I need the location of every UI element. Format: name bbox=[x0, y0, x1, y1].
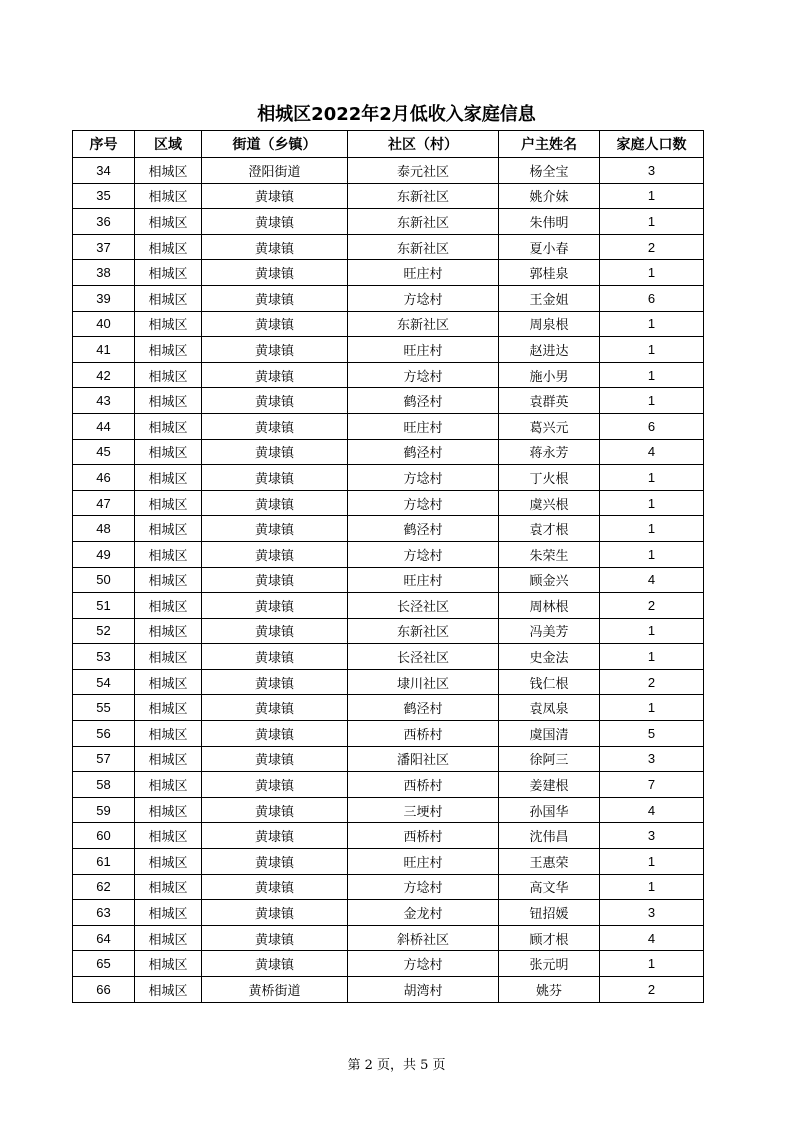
cell-region: 相城区 bbox=[135, 362, 202, 388]
cell-region: 相城区 bbox=[135, 951, 202, 977]
cell-household-size: 1 bbox=[600, 209, 704, 235]
cell-community: 方埝村 bbox=[348, 362, 499, 388]
cell-community: 东新社区 bbox=[348, 311, 499, 337]
table-row bbox=[73, 490, 704, 516]
table-row bbox=[73, 260, 704, 286]
cell-community: 东新社区 bbox=[348, 234, 499, 260]
cell-index: 45 bbox=[73, 439, 135, 465]
cell-community: 长泾社区 bbox=[348, 593, 499, 619]
cell-region: 相城区 bbox=[135, 823, 202, 849]
cell-street: 黄埭镇 bbox=[202, 567, 348, 593]
cell-community: 东新社区 bbox=[348, 209, 499, 235]
cell-index: 56 bbox=[73, 721, 135, 747]
table-row bbox=[73, 951, 704, 977]
table-row bbox=[73, 644, 704, 670]
cell-street: 澄阳街道 bbox=[202, 158, 348, 184]
cell-householder: 周林根 bbox=[499, 593, 600, 619]
table-row bbox=[73, 516, 704, 542]
cell-householder: 沈伟昌 bbox=[499, 823, 600, 849]
cell-community: 金龙村 bbox=[348, 900, 499, 926]
cell-householder: 冯美芳 bbox=[499, 618, 600, 644]
cell-household-size: 4 bbox=[600, 925, 704, 951]
cell-street: 黄埭镇 bbox=[202, 209, 348, 235]
cell-index: 34 bbox=[73, 158, 135, 184]
cell-street: 黄埭镇 bbox=[202, 413, 348, 439]
cell-street: 黄埭镇 bbox=[202, 772, 348, 798]
cell-region: 相城区 bbox=[135, 388, 202, 414]
table-row bbox=[73, 669, 704, 695]
table-row bbox=[73, 593, 704, 619]
cell-street: 黄埭镇 bbox=[202, 516, 348, 542]
cell-householder: 袁凤泉 bbox=[499, 695, 600, 721]
table-row bbox=[73, 234, 704, 260]
cell-household-size: 7 bbox=[600, 772, 704, 798]
cell-street: 黄埭镇 bbox=[202, 900, 348, 926]
cell-region: 相城区 bbox=[135, 285, 202, 311]
cell-householder: 姚芬 bbox=[499, 977, 600, 1003]
cell-region: 相城区 bbox=[135, 158, 202, 184]
cell-index: 51 bbox=[73, 593, 135, 619]
cell-region: 相城区 bbox=[135, 644, 202, 670]
cell-street: 黄桥街道 bbox=[202, 977, 348, 1003]
cell-household-size: 1 bbox=[600, 849, 704, 875]
cell-community: 西桥村 bbox=[348, 772, 499, 798]
table-header-row bbox=[73, 131, 704, 158]
cell-index: 65 bbox=[73, 951, 135, 977]
cell-index: 42 bbox=[73, 362, 135, 388]
cell-region: 相城区 bbox=[135, 900, 202, 926]
cell-householder: 钮招媛 bbox=[499, 900, 600, 926]
cell-household-size: 1 bbox=[600, 490, 704, 516]
cell-street: 黄埭镇 bbox=[202, 541, 348, 567]
cell-householder: 徐阿三 bbox=[499, 746, 600, 772]
cell-index: 49 bbox=[73, 541, 135, 567]
table-row bbox=[73, 209, 704, 235]
cell-household-size: 2 bbox=[600, 977, 704, 1003]
cell-householder: 孙国华 bbox=[499, 797, 600, 823]
cell-community: 方埝村 bbox=[348, 285, 499, 311]
cell-community: 鹤泾村 bbox=[348, 516, 499, 542]
column-header-householder: 户主姓名 bbox=[499, 131, 600, 158]
cell-index: 43 bbox=[73, 388, 135, 414]
cell-index: 54 bbox=[73, 669, 135, 695]
cell-street: 黄埭镇 bbox=[202, 823, 348, 849]
cell-index: 38 bbox=[73, 260, 135, 286]
page-footer: 第 2 页，共 5 页 bbox=[347, 1058, 446, 1073]
cell-community: 方埝村 bbox=[348, 490, 499, 516]
cell-householder: 王惠荣 bbox=[499, 849, 600, 875]
cell-region: 相城区 bbox=[135, 465, 202, 491]
cell-community: 方埝村 bbox=[348, 465, 499, 491]
cell-household-size: 1 bbox=[600, 337, 704, 363]
cell-community: 旺庄村 bbox=[348, 260, 499, 286]
cell-region: 相城区 bbox=[135, 516, 202, 542]
table-row bbox=[73, 439, 704, 465]
cell-household-size: 1 bbox=[600, 362, 704, 388]
cell-street: 黄埭镇 bbox=[202, 951, 348, 977]
cell-index: 57 bbox=[73, 746, 135, 772]
cell-index: 58 bbox=[73, 772, 135, 798]
low-income-table bbox=[72, 130, 704, 1003]
cell-community: 鹤泾村 bbox=[348, 439, 499, 465]
table-row bbox=[73, 541, 704, 567]
cell-householder: 高文华 bbox=[499, 874, 600, 900]
cell-street: 黄埭镇 bbox=[202, 388, 348, 414]
cell-householder: 郭桂泉 bbox=[499, 260, 600, 286]
table-row bbox=[73, 900, 704, 926]
cell-householder: 王金姐 bbox=[499, 285, 600, 311]
cell-household-size: 6 bbox=[600, 413, 704, 439]
cell-region: 相城区 bbox=[135, 234, 202, 260]
table-row bbox=[73, 158, 704, 184]
cell-householder: 顾金兴 bbox=[499, 567, 600, 593]
cell-index: 53 bbox=[73, 644, 135, 670]
cell-region: 相城区 bbox=[135, 311, 202, 337]
cell-street: 黄埭镇 bbox=[202, 797, 348, 823]
cell-household-size: 4 bbox=[600, 567, 704, 593]
cell-region: 相城区 bbox=[135, 439, 202, 465]
cell-community: 西桥村 bbox=[348, 721, 499, 747]
cell-street: 黄埭镇 bbox=[202, 337, 348, 363]
cell-householder: 史金法 bbox=[499, 644, 600, 670]
column-header-street: 街道（乡镇） bbox=[202, 131, 348, 158]
cell-householder: 顾才根 bbox=[499, 925, 600, 951]
table-row bbox=[73, 183, 704, 209]
cell-householder: 朱荣生 bbox=[499, 541, 600, 567]
cell-street: 黄埭镇 bbox=[202, 669, 348, 695]
cell-householder: 钱仁根 bbox=[499, 669, 600, 695]
cell-region: 相城区 bbox=[135, 593, 202, 619]
cell-region: 相城区 bbox=[135, 413, 202, 439]
cell-community: 旺庄村 bbox=[348, 567, 499, 593]
cell-street: 黄埭镇 bbox=[202, 260, 348, 286]
cell-index: 44 bbox=[73, 413, 135, 439]
cell-householder: 袁群英 bbox=[499, 388, 600, 414]
cell-household-size: 3 bbox=[600, 823, 704, 849]
cell-region: 相城区 bbox=[135, 925, 202, 951]
table-row bbox=[73, 772, 704, 798]
cell-householder: 虞兴根 bbox=[499, 490, 600, 516]
cell-index: 50 bbox=[73, 567, 135, 593]
table-row bbox=[73, 465, 704, 491]
cell-index: 63 bbox=[73, 900, 135, 926]
cell-community: 方埝村 bbox=[348, 951, 499, 977]
table-body bbox=[73, 158, 704, 1003]
cell-householder: 虞国清 bbox=[499, 721, 600, 747]
table-row bbox=[73, 388, 704, 414]
cell-street: 黄埭镇 bbox=[202, 618, 348, 644]
cell-region: 相城区 bbox=[135, 977, 202, 1003]
cell-region: 相城区 bbox=[135, 772, 202, 798]
table-row bbox=[73, 413, 704, 439]
cell-street: 黄埭镇 bbox=[202, 490, 348, 516]
cell-community: 埭川社区 bbox=[348, 669, 499, 695]
cell-street: 黄埭镇 bbox=[202, 234, 348, 260]
table-row bbox=[73, 849, 704, 875]
cell-household-size: 3 bbox=[600, 158, 704, 184]
cell-index: 37 bbox=[73, 234, 135, 260]
cell-householder: 赵进达 bbox=[499, 337, 600, 363]
cell-householder: 周泉根 bbox=[499, 311, 600, 337]
cell-community: 胡湾村 bbox=[348, 977, 499, 1003]
cell-community: 鹤泾村 bbox=[348, 388, 499, 414]
cell-index: 47 bbox=[73, 490, 135, 516]
cell-household-size: 1 bbox=[600, 260, 704, 286]
table-row bbox=[73, 874, 704, 900]
cell-household-size: 1 bbox=[600, 388, 704, 414]
column-header-region: 区域 bbox=[135, 131, 202, 158]
cell-household-size: 1 bbox=[600, 183, 704, 209]
cell-index: 62 bbox=[73, 874, 135, 900]
cell-index: 52 bbox=[73, 618, 135, 644]
cell-street: 黄埭镇 bbox=[202, 362, 348, 388]
table-row bbox=[73, 823, 704, 849]
cell-region: 相城区 bbox=[135, 541, 202, 567]
cell-household-size: 1 bbox=[600, 311, 704, 337]
cell-street: 黄埭镇 bbox=[202, 644, 348, 670]
cell-region: 相城区 bbox=[135, 849, 202, 875]
cell-household-size: 1 bbox=[600, 618, 704, 644]
cell-householder: 姜建根 bbox=[499, 772, 600, 798]
cell-household-size: 3 bbox=[600, 746, 704, 772]
cell-index: 60 bbox=[73, 823, 135, 849]
cell-householder: 朱伟明 bbox=[499, 209, 600, 235]
table-row bbox=[73, 337, 704, 363]
cell-street: 黄埭镇 bbox=[202, 311, 348, 337]
cell-region: 相城区 bbox=[135, 567, 202, 593]
cell-street: 黄埭镇 bbox=[202, 721, 348, 747]
cell-index: 35 bbox=[73, 183, 135, 209]
cell-index: 36 bbox=[73, 209, 135, 235]
cell-region: 相城区 bbox=[135, 183, 202, 209]
cell-householder: 姚介妹 bbox=[499, 183, 600, 209]
cell-index: 40 bbox=[73, 311, 135, 337]
cell-community: 旺庄村 bbox=[348, 849, 499, 875]
cell-index: 55 bbox=[73, 695, 135, 721]
column-header-community: 社区（村） bbox=[348, 131, 499, 158]
cell-community: 潘阳社区 bbox=[348, 746, 499, 772]
table-row bbox=[73, 721, 704, 747]
cell-region: 相城区 bbox=[135, 874, 202, 900]
table-row bbox=[73, 567, 704, 593]
cell-householder: 葛兴元 bbox=[499, 413, 600, 439]
cell-street: 黄埭镇 bbox=[202, 465, 348, 491]
table-row bbox=[73, 362, 704, 388]
cell-community: 三埂村 bbox=[348, 797, 499, 823]
cell-street: 黄埭镇 bbox=[202, 285, 348, 311]
cell-household-size: 4 bbox=[600, 797, 704, 823]
column-header-index: 序号 bbox=[73, 131, 135, 158]
cell-index: 39 bbox=[73, 285, 135, 311]
cell-community: 旺庄村 bbox=[348, 337, 499, 363]
table-row bbox=[73, 618, 704, 644]
cell-community: 旺庄村 bbox=[348, 413, 499, 439]
cell-index: 64 bbox=[73, 925, 135, 951]
cell-community: 东新社区 bbox=[348, 618, 499, 644]
cell-community: 斜桥社区 bbox=[348, 925, 499, 951]
page-title: 相城区2022年2月低收入家庭信息 bbox=[257, 104, 536, 125]
cell-householder: 杨全宝 bbox=[499, 158, 600, 184]
cell-householder: 蒋永芳 bbox=[499, 439, 600, 465]
table-row bbox=[73, 746, 704, 772]
cell-household-size: 1 bbox=[600, 465, 704, 491]
cell-street: 黄埭镇 bbox=[202, 849, 348, 875]
cell-household-size: 1 bbox=[600, 541, 704, 567]
cell-street: 黄埭镇 bbox=[202, 593, 348, 619]
cell-index: 46 bbox=[73, 465, 135, 491]
cell-household-size: 2 bbox=[600, 234, 704, 260]
cell-region: 相城区 bbox=[135, 746, 202, 772]
column-header-household-size: 家庭人口数 bbox=[600, 131, 704, 158]
table-row bbox=[73, 311, 704, 337]
table-row bbox=[73, 285, 704, 311]
cell-index: 59 bbox=[73, 797, 135, 823]
cell-region: 相城区 bbox=[135, 618, 202, 644]
cell-community: 东新社区 bbox=[348, 183, 499, 209]
cell-region: 相城区 bbox=[135, 337, 202, 363]
cell-region: 相城区 bbox=[135, 695, 202, 721]
cell-household-size: 6 bbox=[600, 285, 704, 311]
cell-region: 相城区 bbox=[135, 260, 202, 286]
cell-householder: 施小男 bbox=[499, 362, 600, 388]
cell-household-size: 2 bbox=[600, 593, 704, 619]
cell-street: 黄埭镇 bbox=[202, 874, 348, 900]
cell-household-size: 1 bbox=[600, 874, 704, 900]
cell-region: 相城区 bbox=[135, 209, 202, 235]
cell-region: 相城区 bbox=[135, 669, 202, 695]
table-row bbox=[73, 925, 704, 951]
cell-street: 黄埭镇 bbox=[202, 695, 348, 721]
cell-household-size: 1 bbox=[600, 951, 704, 977]
cell-region: 相城区 bbox=[135, 721, 202, 747]
cell-region: 相城区 bbox=[135, 490, 202, 516]
cell-household-size: 1 bbox=[600, 644, 704, 670]
cell-household-size: 5 bbox=[600, 721, 704, 747]
cell-householder: 夏小春 bbox=[499, 234, 600, 260]
table-row bbox=[73, 695, 704, 721]
cell-community: 泰元社区 bbox=[348, 158, 499, 184]
cell-household-size: 3 bbox=[600, 900, 704, 926]
cell-index: 66 bbox=[73, 977, 135, 1003]
table-row bbox=[73, 797, 704, 823]
cell-street: 黄埭镇 bbox=[202, 925, 348, 951]
cell-community: 方埝村 bbox=[348, 874, 499, 900]
cell-household-size: 2 bbox=[600, 669, 704, 695]
cell-index: 61 bbox=[73, 849, 135, 875]
cell-region: 相城区 bbox=[135, 797, 202, 823]
cell-index: 41 bbox=[73, 337, 135, 363]
cell-community: 西桥村 bbox=[348, 823, 499, 849]
cell-household-size: 4 bbox=[600, 439, 704, 465]
cell-household-size: 1 bbox=[600, 516, 704, 542]
cell-householder: 袁才根 bbox=[499, 516, 600, 542]
cell-community: 鹤泾村 bbox=[348, 695, 499, 721]
cell-street: 黄埭镇 bbox=[202, 746, 348, 772]
cell-index: 48 bbox=[73, 516, 135, 542]
table-row bbox=[73, 977, 704, 1003]
cell-householder: 丁火根 bbox=[499, 465, 600, 491]
cell-community: 方埝村 bbox=[348, 541, 499, 567]
cell-householder: 张元明 bbox=[499, 951, 600, 977]
cell-street: 黄埭镇 bbox=[202, 439, 348, 465]
cell-community: 长泾社区 bbox=[348, 644, 499, 670]
cell-street: 黄埭镇 bbox=[202, 183, 348, 209]
cell-household-size: 1 bbox=[600, 695, 704, 721]
